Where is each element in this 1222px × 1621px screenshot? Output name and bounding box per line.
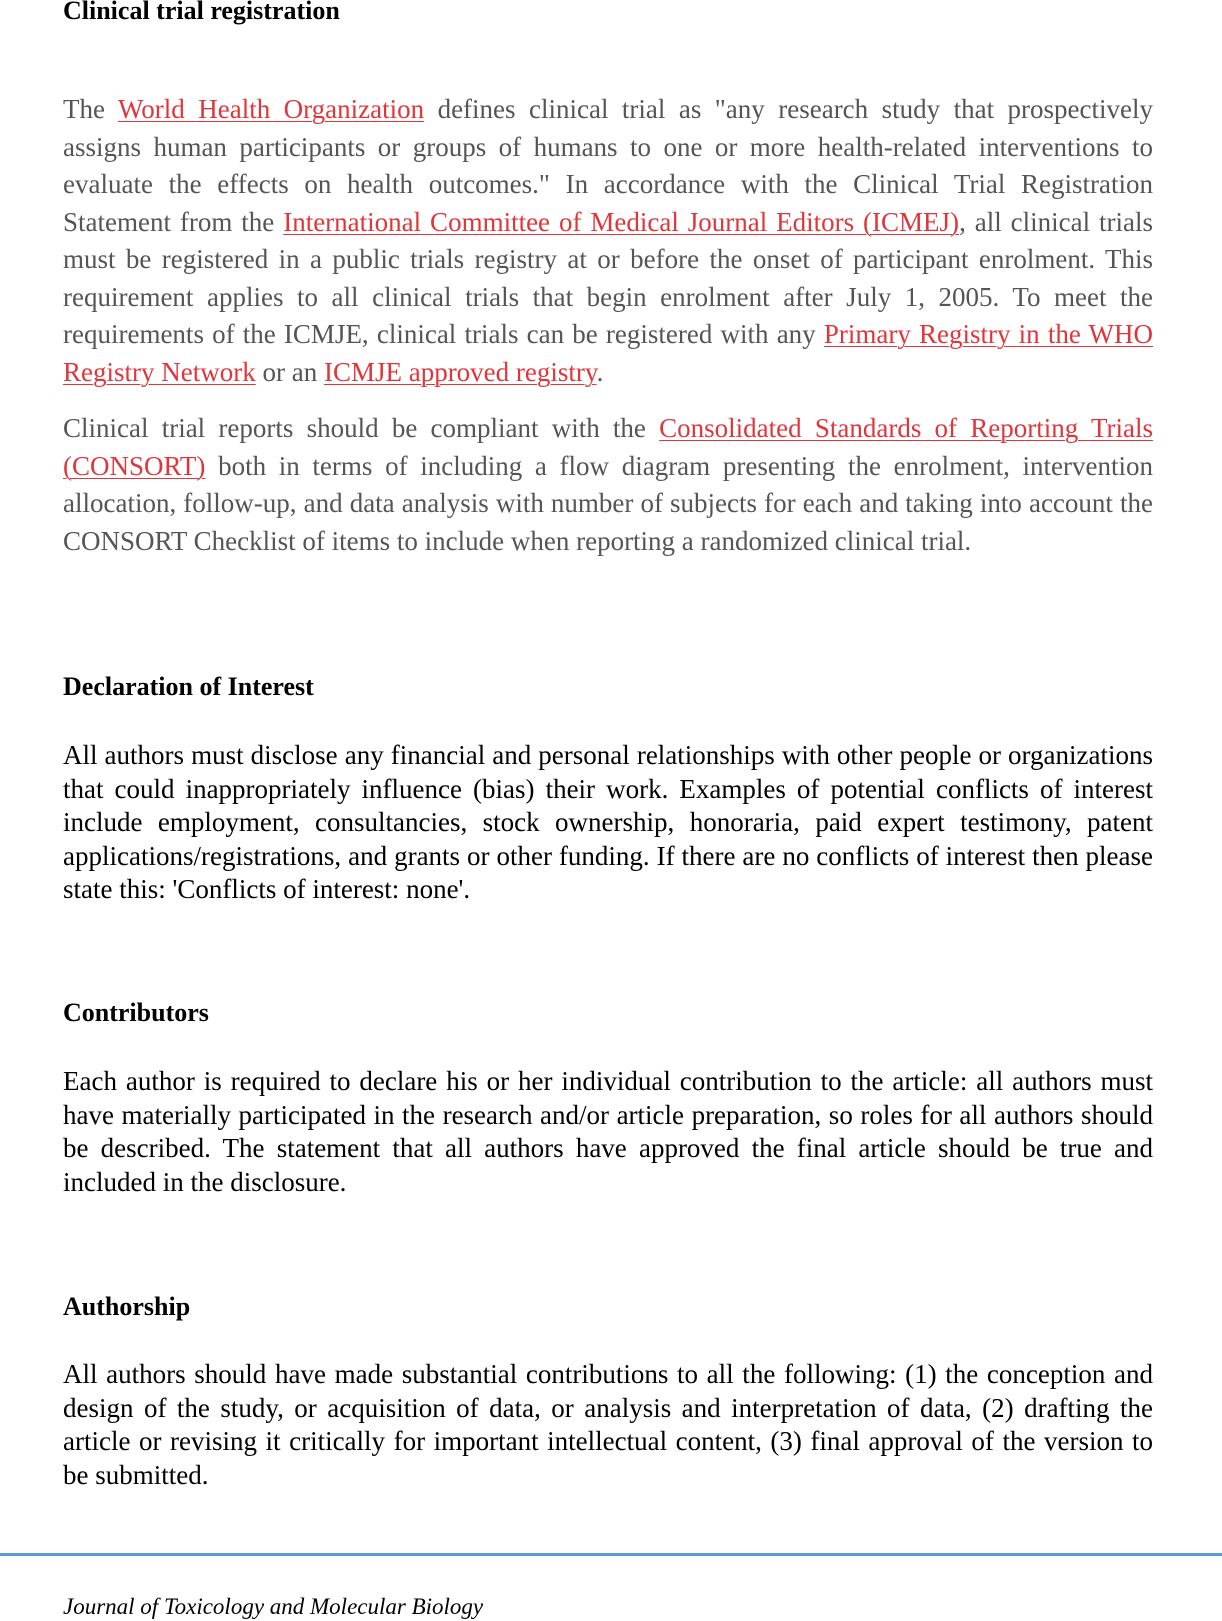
link-world-health-organization[interactable]: World Health Organization: [117, 94, 425, 124]
text-segment: both in terms of including a flow diagram presenting the enrolment, intervention allocation, follow-up, and data analysis with number of subjects for each and taking into account the CONSORT Checklist of items to include when reporting a randomized clinical trial.: [63, 450, 1153, 556]
paragraph-trial-definition: [63, 91, 1153, 391]
heading-clinical-trial-registration: Clinical trial registration: [63, 0, 340, 25]
link-who-registry-network[interactable]: Primary Registry in the WHO Registry Network: [63, 319, 1153, 387]
link-icmej[interactable]: International Committee of Medical Journal Editors (ICMEJ): [283, 206, 960, 237]
heading-declaration-of-interest: Declaration of Interest: [63, 672, 314, 701]
link-icmje-approved-registry[interactable]: ICMJE approved registry: [323, 356, 597, 387]
text-segment: , all clinical trials must be registered in a public trials registry at or before the onset of participant enrolment. This requirement applies to all clinical trials that begin enrolment after July 1, 2005. To meet the requirements of the ICMJE, clinical trials can be registered with any: [63, 206, 1153, 349]
footer-divider: [0, 1553, 1222, 1556]
paragraph-authorship: All authors should have made substantial contributions to all the following: (1) the conception and design of the study, or acquisition of data, or analysis and interpretation of data, (2) drafting the article or revising it critically for important intellectual content, (3) final approval of the version to be submitted.: [63, 1359, 1153, 1490]
text-segment: The: [63, 94, 118, 124]
text-segment: or an: [255, 356, 324, 387]
paragraph-declaration-of-interest: All authors must disclose any financial and personal relationships with other people or organizations that could inappropriately influence (bias) their work. Examples of potential conflicts of interest include employment, consultancies, stock ownership, honoraria, paid expert testimony, patent applications/registrations, and grants or other funding. If there are no conflicts of interest then please state this: 'Conflicts of interest: none'.: [63, 740, 1153, 904]
text-segment: Clinical trial reports should be compliant with the: [63, 413, 660, 443]
paragraph-consort: [63, 410, 1153, 560]
footer-journal-name: Journal of Toxicology and Molecular Biology: [63, 1594, 484, 1619]
link-consort[interactable]: Consolidated Standards of Reporting Trials (CONSORT): [63, 413, 1154, 481]
text-segment: .: [596, 356, 604, 387]
heading-contributors: Contributors: [63, 998, 209, 1027]
text-segment: defines clinical trial as "any research study that prospectively assigns human participants or groups of humans to one or more health-related interventions to evaluate the effects on health outcomes." In accordance with the Clinical Trial Registration Statement from the: [63, 94, 1153, 237]
heading-authorship: Authorship: [63, 1292, 191, 1321]
paragraph-contributors: Each author is required to declare his or her individual contribution to the article: all authors must have materially participated in the research and/or article preparation, so roles for all authors should be described. The statement that all authors have approved the final article should be true and included in the disclosure.: [63, 1066, 1153, 1197]
